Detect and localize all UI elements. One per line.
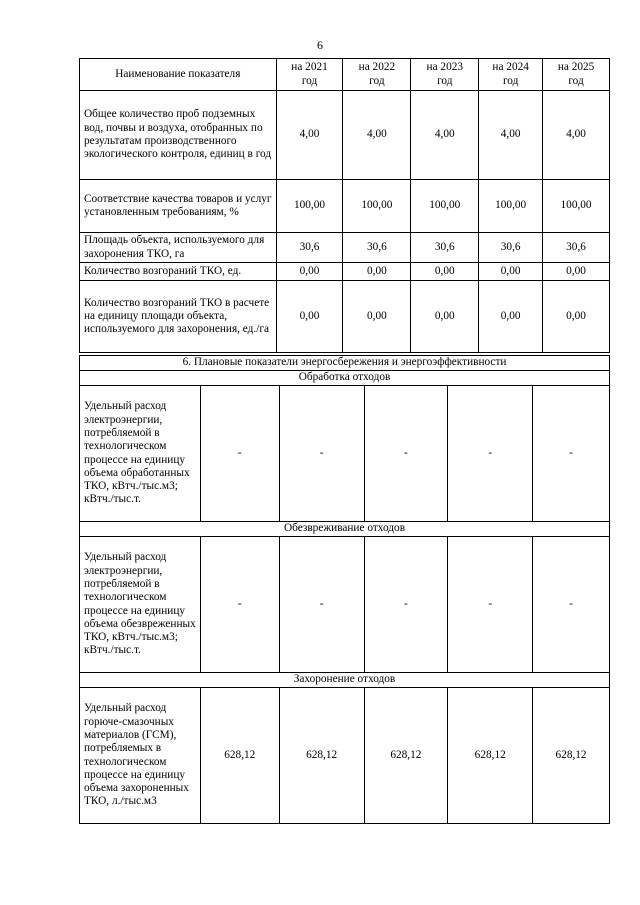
subsection-heading: Захоронение отходов: [80, 673, 610, 688]
row-name: Удельный расход горюче-смазочных материалов (ГСМ), потребляемых в технологическом процессе на единицу объема захороненных ТКО, л./тыс.м3: [80, 688, 201, 824]
cell-2022: 0,00: [343, 263, 411, 281]
cell-2021: -: [200, 537, 279, 673]
row-name: Соответствие качества товаров и услуг установленным требованиям, %: [80, 180, 277, 233]
cell-2024: 4,00: [479, 91, 543, 180]
cell-2024: 0,00: [479, 263, 543, 281]
cell-2021: 0,00: [276, 281, 343, 353]
row-name: Количество возгораний ТКО, ед.: [80, 263, 277, 281]
cell-2023: 0,00: [411, 263, 479, 281]
table-row: [80, 91, 610, 180]
cell-2021: 628,12: [200, 688, 279, 824]
section-title-row: [80, 356, 610, 371]
cell-2025: 628,12: [533, 688, 610, 824]
cell-2022: -: [279, 386, 364, 522]
cell-2025: 30,6: [543, 233, 610, 263]
subsection-heading-row: [80, 371, 610, 386]
row-name: Удельный расход электроэнергии, потребляемой в технологическом процессе на единицу объема обработанных ТКО, кВтч./тыс.м3; кВтч./тыс.т.: [80, 386, 201, 522]
cell-2022: 4,00: [343, 91, 411, 180]
cell-2023: 4,00: [411, 91, 479, 180]
cell-2024: 0,00: [479, 281, 543, 353]
row-name: Общее количество проб подземных вод, почвы и воздуха, отобранных по результатам производственного экологического контроля, единиц в год: [80, 91, 277, 180]
cell-2022: -: [279, 537, 364, 673]
indicators-table: [79, 58, 610, 353]
cell-2025: 4,00: [543, 91, 610, 180]
cell-2022: 100,00: [343, 180, 411, 233]
cell-2023: 30,6: [411, 233, 479, 263]
cell-2023: -: [364, 537, 448, 673]
cell-2021: -: [200, 386, 279, 522]
column-header-name: Наименование показателя: [80, 59, 277, 91]
cell-2025: 0,00: [543, 263, 610, 281]
cell-2022: 30,6: [343, 233, 411, 263]
cell-2023: 100,00: [411, 180, 479, 233]
column-header-2023: на 2023 год: [411, 59, 479, 91]
section-title: 6. Плановые показатели энергосбережения и энергоэффективности: [80, 356, 610, 371]
table-row: [80, 180, 610, 233]
column-header-2022: на 2022 год: [343, 59, 411, 91]
cell-2023: -: [364, 386, 448, 522]
table-row: [80, 688, 610, 824]
cell-2021: 0,00: [276, 263, 343, 281]
column-header-2025: на 2025 год: [543, 59, 610, 91]
table-row: [80, 281, 610, 353]
cell-2024: 628,12: [448, 688, 533, 824]
cell-2025: 0,00: [543, 281, 610, 353]
cell-2025: -: [533, 537, 610, 673]
column-header-2024: на 2024 год: [479, 59, 543, 91]
subsection-heading-row: [80, 673, 610, 688]
cell-2025: 100,00: [543, 180, 610, 233]
cell-2021: 100,00: [276, 180, 343, 233]
cell-2021: 30,6: [276, 233, 343, 263]
subsection-heading: Обработка отходов: [80, 371, 610, 386]
row-name: Площадь объекта, используемого для захоронения ТКО, га: [80, 233, 277, 263]
table-row: [80, 263, 610, 281]
cell-2025: -: [533, 386, 610, 522]
cell-2024: 30,6: [479, 233, 543, 263]
table-row: [80, 386, 610, 522]
energy-indicators-table: [79, 355, 610, 824]
row-name: Удельный расход электроэнергии, потребляемой в технологическом процессе на единицу объема обезвреженных ТКО, кВтч./тыс.м3; кВтч./тыс.т.: [80, 537, 201, 673]
column-header-2021: на 2021 год: [276, 59, 343, 91]
cell-2024: 100,00: [479, 180, 543, 233]
cell-2023: 0,00: [411, 281, 479, 353]
cell-2021: 4,00: [276, 91, 343, 180]
cell-2022: 0,00: [343, 281, 411, 353]
row-name: Количество возгораний ТКО в расчете на единицу площади объекта, используемого для захоронения, ед./га: [80, 281, 277, 353]
header-row: [80, 59, 610, 91]
subsection-heading: Обезвреживание отходов: [80, 522, 610, 537]
cell-2022: 628,12: [279, 688, 364, 824]
subsection-heading-row: [80, 522, 610, 537]
table-row: [80, 537, 610, 673]
cell-2024: -: [448, 537, 533, 673]
page-number: 6: [317, 38, 323, 52]
table-row: [80, 233, 610, 263]
cell-2024: -: [448, 386, 533, 522]
cell-2023: 628,12: [364, 688, 448, 824]
